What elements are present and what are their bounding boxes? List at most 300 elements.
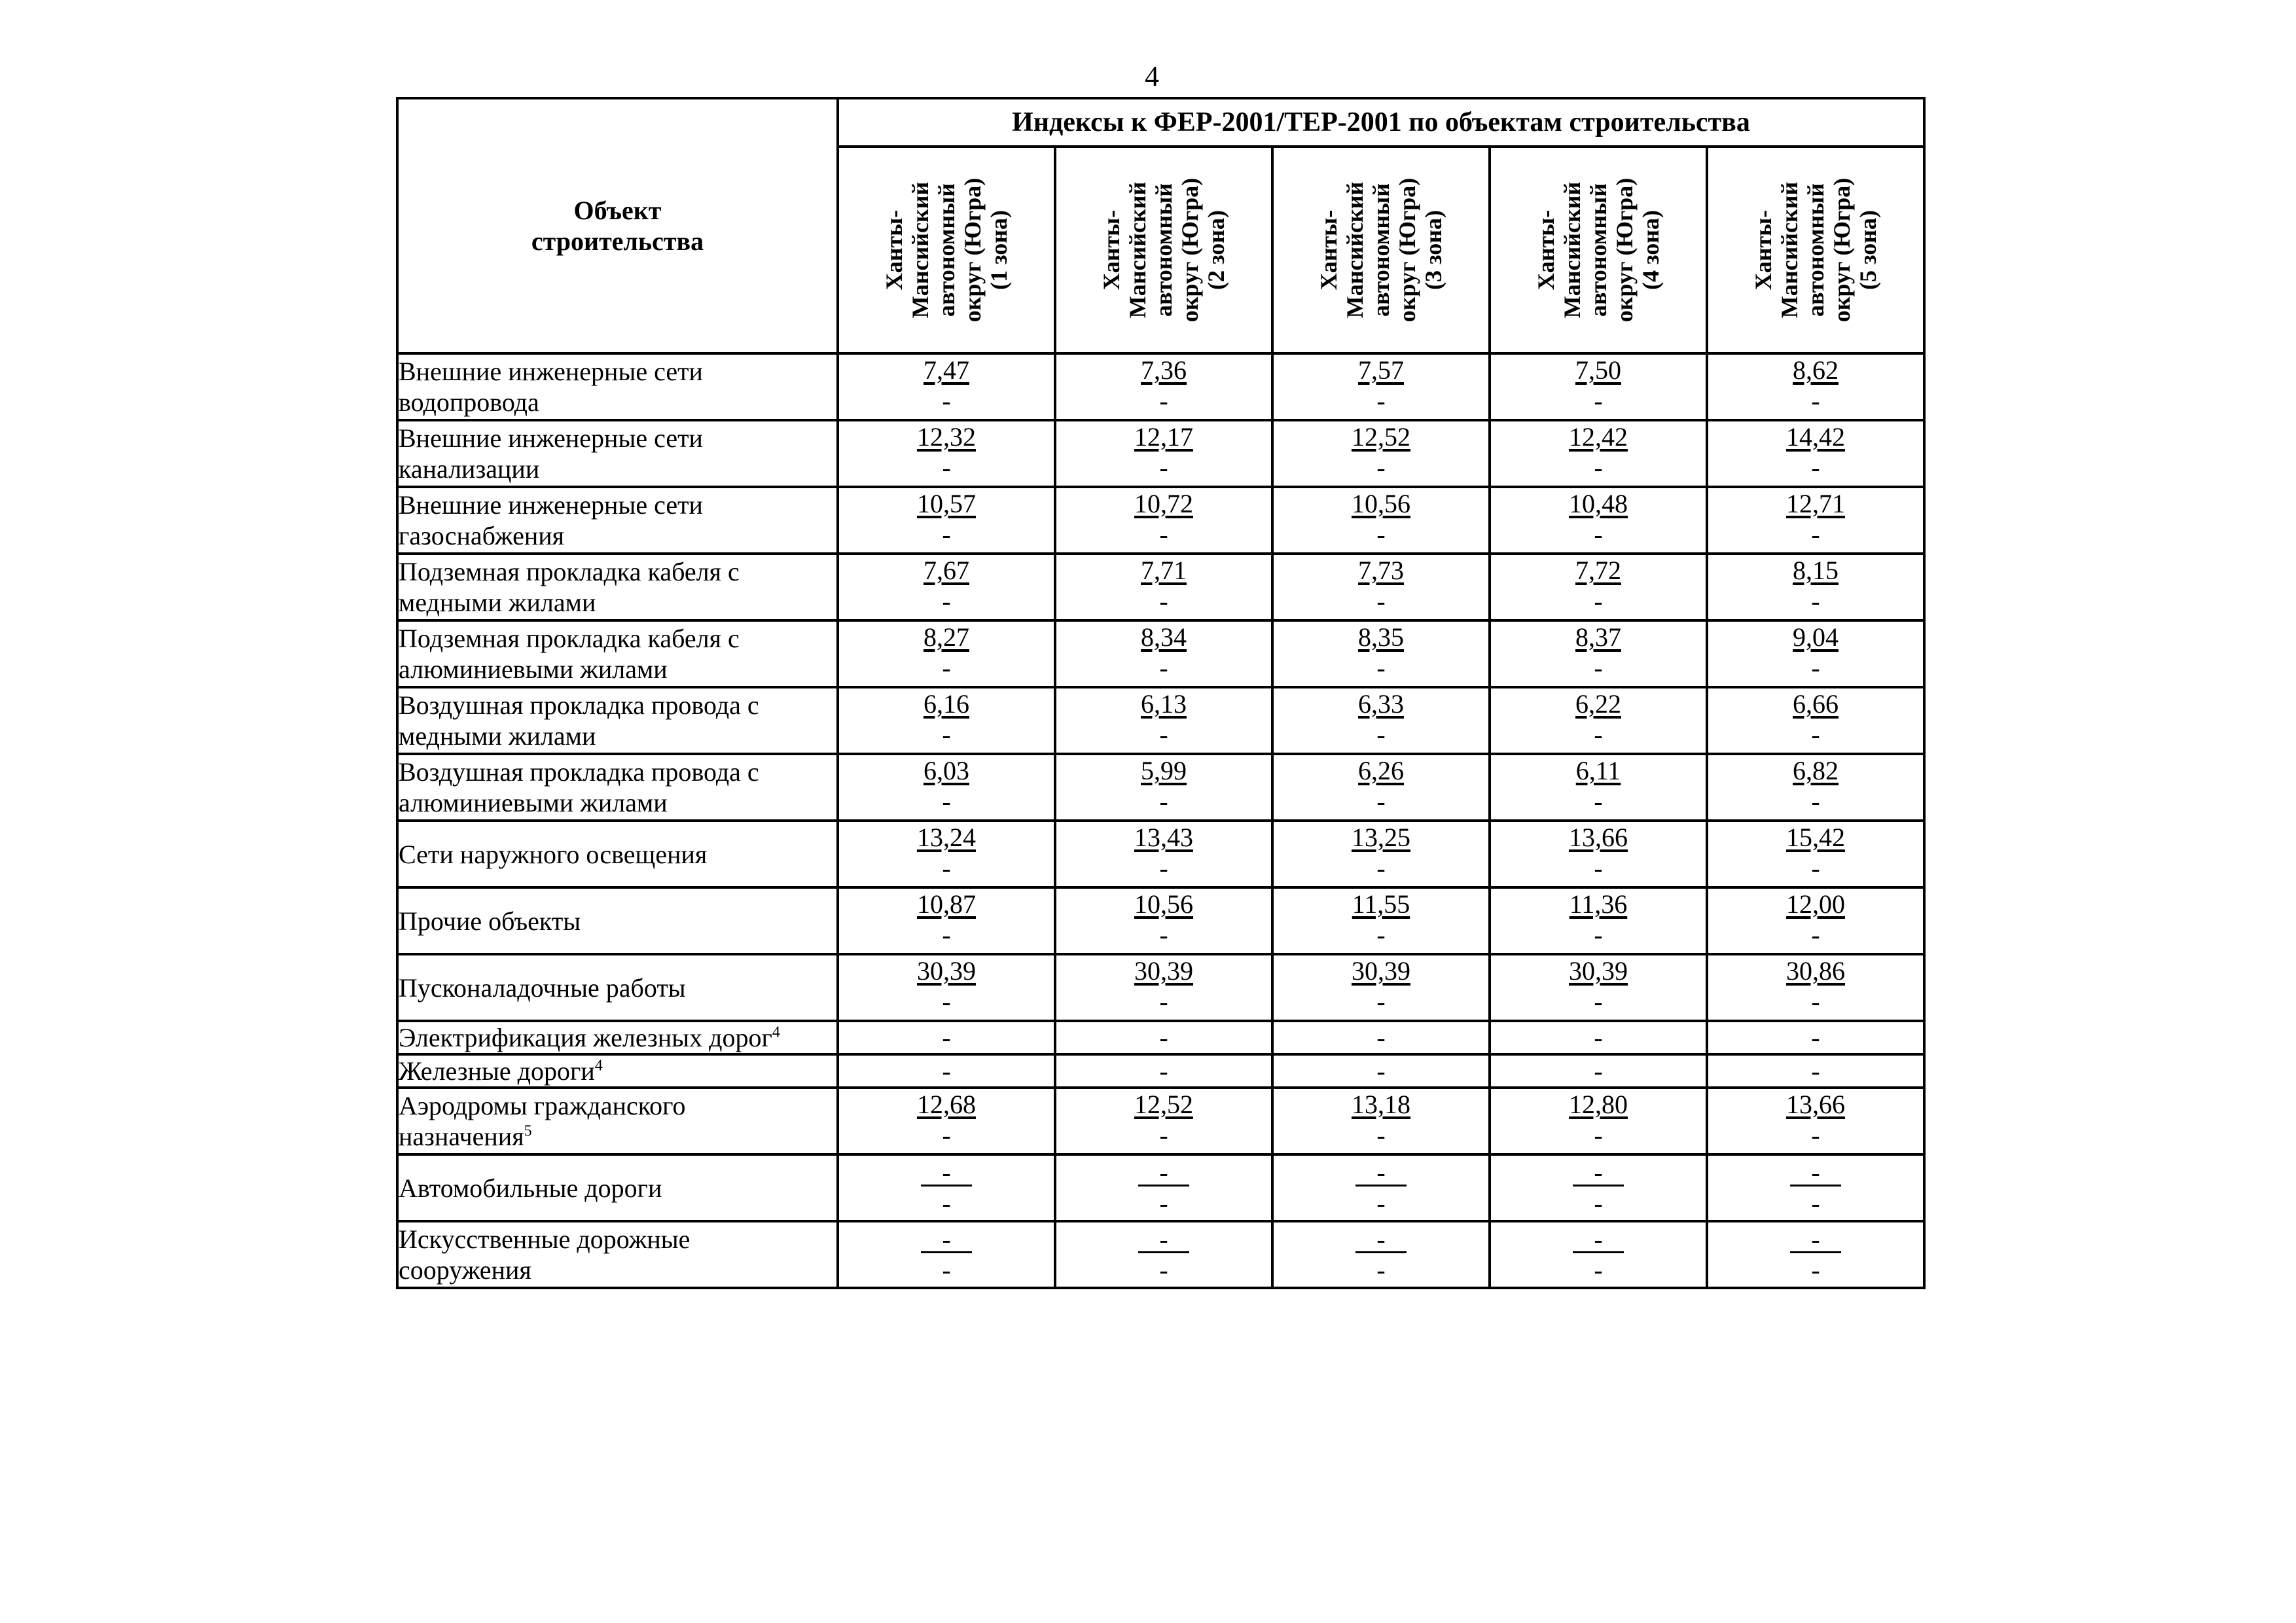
index-value-sub: -	[1594, 920, 1603, 950]
index-value-cell	[1272, 353, 1490, 420]
index-value-cell	[1490, 1054, 1707, 1088]
index-value-sub: -	[942, 920, 951, 950]
footnote-mark: 5	[524, 1122, 532, 1140]
index-value-sub: -	[1811, 720, 1820, 749]
index-value: 12,80	[1569, 1090, 1628, 1119]
index-value-cell	[1490, 420, 1707, 487]
index-value-cell	[1707, 954, 1924, 1021]
zone-header-5	[1707, 147, 1924, 353]
index-value-sub: -	[1811, 987, 1820, 1016]
index-value-cell	[1490, 487, 1707, 554]
zone-header-4	[1490, 147, 1707, 353]
index-value-cell	[1055, 1154, 1272, 1221]
index-value-cell	[1707, 420, 1924, 487]
index-value-sub: -	[942, 853, 951, 883]
zone-header-line: Ханты-	[1533, 209, 1559, 291]
index-value-sub: -	[942, 720, 951, 749]
object-column-header	[397, 98, 838, 353]
table-row	[397, 1021, 1924, 1054]
zone-header-line: Ханты-	[1316, 209, 1342, 291]
construction-index-table	[396, 97, 1926, 1289]
object-name-line	[399, 387, 836, 418]
index-value-cell	[1055, 887, 1272, 954]
index-value-sub: -	[1811, 586, 1820, 616]
index-value: 13,18	[1352, 1090, 1410, 1119]
object-name-line	[399, 787, 836, 818]
index-value-cell	[838, 954, 1055, 1021]
object-name-cell	[397, 1154, 838, 1221]
index-value: 10,72	[1134, 489, 1193, 518]
index-value: 8,62	[1793, 355, 1839, 385]
index-value-cell	[838, 687, 1055, 754]
index-value-sub: -	[942, 1255, 951, 1285]
index-value: -	[1355, 1222, 1407, 1253]
index-value-sub: -	[1594, 586, 1603, 616]
index-value: 30,39	[1352, 956, 1410, 986]
object-name-line	[399, 520, 836, 551]
index-value: 10,57	[917, 489, 976, 518]
index-value-cell	[1490, 1088, 1707, 1154]
index-value: 8,34	[1141, 622, 1187, 652]
object-name-line	[399, 556, 836, 587]
index-value-cell	[1055, 420, 1272, 487]
index-value-sub: -	[942, 653, 951, 683]
object-name-line	[399, 1224, 836, 1255]
index-value-sub: -	[1376, 453, 1386, 482]
object-name-text: Воздушная прокладка провода с	[399, 757, 759, 787]
index-value: 12,42	[1569, 422, 1628, 452]
index-value-sub: -	[1594, 520, 1603, 549]
index-value-cell	[1490, 821, 1707, 887]
index-value-sub: -	[1594, 987, 1603, 1016]
index-value: 10,87	[917, 889, 976, 919]
zone-header-text	[881, 155, 1012, 345]
footnote-mark: 4	[772, 1024, 780, 1041]
index-value-sub: -	[1159, 920, 1168, 950]
index-value: 7,73	[1358, 556, 1404, 585]
object-name-text: Аэродромы гражданского	[399, 1091, 686, 1120]
index-value: -	[1159, 1056, 1168, 1086]
object-name-line	[399, 587, 836, 618]
index-value-cell	[1707, 1154, 1924, 1221]
index-value-sub: -	[1159, 1120, 1168, 1150]
object-name-text: Сети наружного освещения	[399, 839, 708, 869]
index-value: 13,24	[917, 823, 976, 852]
index-value-cell	[1707, 353, 1924, 420]
index-value-cell	[1055, 487, 1272, 554]
index-value-sub: -	[942, 787, 951, 816]
index-value-sub: -	[1376, 787, 1386, 816]
index-value-cell	[1055, 620, 1272, 687]
index-value-sub: -	[1159, 987, 1168, 1016]
index-value: 12,17	[1134, 422, 1193, 452]
index-value: -	[921, 1222, 972, 1253]
table-row	[397, 554, 1924, 620]
index-value-cell	[1055, 1021, 1272, 1054]
index-value: 15,42	[1786, 823, 1846, 852]
object-header-line: строительства	[531, 226, 704, 256]
zone-header-text	[1316, 155, 1446, 345]
object-name-cell	[397, 554, 838, 620]
index-value-sub: -	[1376, 1120, 1386, 1150]
object-name-cell	[397, 1221, 838, 1288]
index-value-sub: -	[1159, 453, 1168, 482]
index-value-sub: -	[1376, 987, 1386, 1016]
index-value-sub: -	[1159, 787, 1168, 816]
index-value-sub: -	[1376, 1255, 1386, 1285]
object-name-line	[399, 972, 836, 1003]
index-value-cell	[1490, 1154, 1707, 1221]
index-value: 12,71	[1786, 489, 1846, 518]
object-name-line	[399, 839, 836, 870]
index-value: 30,39	[1134, 956, 1193, 986]
zone-header-line: округ (Югра)	[1394, 177, 1420, 323]
zone-header-text	[1750, 155, 1881, 345]
table-row	[397, 954, 1924, 1021]
index-value-cell	[1707, 687, 1924, 754]
index-value-cell	[1272, 1021, 1490, 1054]
object-header-line: Объект	[573, 196, 662, 225]
zone-header-line: автономный	[1368, 183, 1394, 317]
index-value: 7,72	[1575, 556, 1621, 585]
zone-header-line: автономный	[1585, 183, 1611, 317]
index-value-cell	[1272, 487, 1490, 554]
object-name-text: Искусственные дорожные	[399, 1224, 691, 1254]
index-value: 13,25	[1352, 823, 1410, 852]
index-value-sub: -	[1376, 853, 1386, 883]
object-name-line	[399, 1056, 836, 1086]
index-value: 13,66	[1569, 823, 1628, 852]
index-value-sub: -	[1811, 520, 1820, 549]
index-value-sub: -	[1159, 520, 1168, 549]
index-value: -	[1138, 1156, 1189, 1186]
index-value: -	[1594, 1023, 1603, 1052]
object-name-text: Подземная прокладка кабеля с	[399, 557, 740, 586]
index-value: 9,04	[1793, 622, 1839, 652]
index-value: 7,36	[1141, 355, 1187, 385]
zone-header-2	[1055, 147, 1272, 353]
index-value-cell	[1272, 620, 1490, 687]
index-value-cell	[838, 887, 1055, 954]
index-value: 30,39	[1569, 956, 1628, 986]
zone-header-line: автономный	[1803, 183, 1829, 317]
index-value-cell	[1707, 1221, 1924, 1288]
table-row	[397, 353, 1924, 420]
index-value: 10,48	[1569, 489, 1628, 518]
zone-header-line: Ханты-	[881, 209, 907, 291]
index-value-sub: -	[942, 987, 951, 1016]
object-name-text: Пусконаладочные работы	[399, 972, 686, 1003]
index-value: -	[1376, 1023, 1386, 1052]
index-value: 6,66	[1793, 689, 1839, 719]
index-value-sub: -	[1811, 453, 1820, 482]
index-value-sub: -	[1159, 386, 1168, 416]
zone-header-text	[1098, 155, 1229, 345]
index-value-cell	[1272, 954, 1490, 1021]
zone-header-line: Мансийский	[1559, 181, 1585, 319]
table-row	[397, 487, 1924, 554]
index-value-cell	[838, 1054, 1055, 1088]
index-value: 6,16	[924, 689, 969, 719]
index-value: 6,33	[1358, 689, 1404, 719]
index-value-sub: -	[942, 520, 951, 549]
index-value: -	[1594, 1056, 1603, 1086]
index-value: -	[1138, 1222, 1189, 1253]
index-value-cell	[1055, 1088, 1272, 1154]
object-name-text: сооружения	[399, 1255, 531, 1285]
index-value-sub: -	[1594, 1188, 1603, 1218]
index-value: 7,71	[1141, 556, 1187, 585]
index-value-sub: -	[1811, 386, 1820, 416]
index-value-cell	[1490, 754, 1707, 821]
index-value-cell	[1272, 687, 1490, 754]
index-value-sub: -	[1159, 586, 1168, 616]
index-value-cell	[838, 1221, 1055, 1288]
index-value-cell	[838, 353, 1055, 420]
object-name-line	[399, 1022, 836, 1053]
object-name-line	[399, 454, 836, 484]
index-value-sub: -	[1594, 1255, 1603, 1285]
object-name-cell	[397, 620, 838, 687]
index-value: -	[1811, 1023, 1820, 1052]
object-name-text: Прочие объекты	[399, 906, 581, 936]
index-value-sub: -	[1811, 653, 1820, 683]
index-value: -	[1159, 1023, 1168, 1052]
table-row	[397, 1221, 1924, 1288]
table-row	[397, 1088, 1924, 1154]
index-value: 7,67	[924, 556, 969, 585]
index-value-cell	[1272, 1154, 1490, 1221]
index-value-cell	[1490, 887, 1707, 954]
table-row	[397, 887, 1924, 954]
index-value: 12,52	[1352, 422, 1410, 452]
index-value-sub: -	[1594, 853, 1603, 883]
index-value-cell	[1272, 1088, 1490, 1154]
index-value-cell	[838, 1021, 1055, 1054]
index-value: 13,43	[1134, 823, 1193, 852]
index-value-sub: -	[1159, 1188, 1168, 1218]
index-value-sub: -	[1376, 720, 1386, 749]
index-value-cell	[1490, 954, 1707, 1021]
index-value: 7,57	[1358, 355, 1404, 385]
object-name-text: алюминиевыми жилами	[399, 788, 668, 817]
zone-header-line: округ (Югра)	[1829, 177, 1856, 323]
index-value: 14,42	[1786, 422, 1846, 452]
index-value-cell	[1055, 1054, 1272, 1088]
index-value: 11,55	[1352, 889, 1410, 919]
object-name-text: Внешние инженерные сети	[399, 423, 703, 453]
index-value: 10,56	[1134, 889, 1193, 919]
object-name-text: Железные дороги	[399, 1056, 595, 1086]
index-value-cell	[1055, 554, 1272, 620]
zone-header-line: Мансийский	[1776, 181, 1803, 319]
zone-header-line: Мансийский	[907, 181, 933, 319]
object-name-text: Воздушная прокладка провода с	[399, 690, 759, 720]
index-value-cell	[1707, 487, 1924, 554]
index-value-sub: -	[1159, 653, 1168, 683]
index-value-cell	[1272, 1221, 1490, 1288]
object-name-line	[399, 1255, 836, 1285]
object-name-text: алюминиевыми жилами	[399, 654, 668, 684]
object-name-line	[399, 906, 836, 936]
index-value-sub: -	[1594, 453, 1603, 482]
index-value-cell	[1272, 554, 1490, 620]
zone-header-line: Мансийский	[1124, 181, 1151, 319]
index-value-cell	[838, 620, 1055, 687]
object-name-cell	[397, 954, 838, 1021]
index-value: 6,22	[1575, 689, 1621, 719]
index-value-cell	[1707, 1088, 1924, 1154]
index-value-sub: -	[942, 386, 951, 416]
index-value-sub: -	[1376, 520, 1386, 549]
index-value-sub: -	[1376, 586, 1386, 616]
object-name-cell	[397, 353, 838, 420]
object-name-cell	[397, 754, 838, 821]
object-name-line	[399, 423, 836, 454]
index-value-cell	[1272, 887, 1490, 954]
index-value: 12,52	[1134, 1090, 1193, 1119]
object-name-text: медными жилами	[399, 721, 596, 751]
index-value-cell	[1272, 1054, 1490, 1088]
object-name-cell	[397, 420, 838, 487]
index-value: 6,26	[1358, 756, 1404, 785]
index-value-cell	[1055, 954, 1272, 1021]
zone-header-line: автономный	[1151, 183, 1177, 317]
index-value-sub: -	[942, 1120, 951, 1150]
index-value-cell	[838, 487, 1055, 554]
index-value-cell	[1707, 554, 1924, 620]
object-name-line	[399, 356, 836, 387]
index-value-sub: -	[1811, 787, 1820, 816]
object-name-cell	[397, 1088, 838, 1154]
index-value-cell	[1490, 620, 1707, 687]
index-value-cell	[1490, 554, 1707, 620]
index-value-cell	[838, 1154, 1055, 1221]
index-value-cell	[1055, 821, 1272, 887]
index-value-cell	[1707, 1021, 1924, 1054]
index-value-sub: -	[1376, 386, 1386, 416]
object-name-text: медными жилами	[399, 588, 596, 617]
index-value-sub: -	[1159, 720, 1168, 749]
object-name-text: канализации	[399, 454, 540, 484]
zone-header-text	[1533, 155, 1664, 345]
index-value-sub: -	[1376, 1188, 1386, 1218]
table-row	[397, 1054, 1924, 1088]
object-name-line	[399, 690, 836, 721]
index-value: 6,03	[924, 756, 969, 785]
index-value-sub: -	[942, 453, 951, 482]
zone-header-3	[1272, 147, 1490, 353]
index-value-cell	[1272, 754, 1490, 821]
index-value: -	[942, 1023, 951, 1052]
index-value: -	[1573, 1222, 1624, 1253]
index-value-cell	[838, 821, 1055, 887]
index-value: -	[1790, 1156, 1841, 1186]
index-value-cell	[1490, 1221, 1707, 1288]
object-name-cell	[397, 1021, 838, 1054]
index-value-sub: -	[1811, 1120, 1820, 1150]
zone-header-line: округ (Югра)	[1611, 177, 1638, 323]
index-value-cell	[1707, 620, 1924, 687]
table-row	[397, 754, 1924, 821]
index-value-sub: -	[942, 586, 951, 616]
index-value-cell	[838, 420, 1055, 487]
index-value-cell	[1707, 754, 1924, 821]
object-name-text: Электрификация железных дорог	[399, 1023, 772, 1052]
zone-header-line: Мансийский	[1342, 181, 1368, 319]
object-name-line	[399, 654, 836, 685]
object-name-cell	[397, 1054, 838, 1088]
index-value-cell	[1490, 353, 1707, 420]
object-name-line	[399, 623, 836, 654]
object-name-text: Внешние инженерные сети	[399, 357, 703, 386]
index-value-cell	[838, 554, 1055, 620]
table-row	[397, 821, 1924, 887]
table-row	[397, 620, 1924, 687]
object-name-cell	[397, 887, 838, 954]
index-value: -	[1790, 1222, 1841, 1253]
zone-header-line: (5 зона)	[1855, 210, 1882, 290]
index-value: -	[942, 1056, 951, 1086]
page-number: 4	[1145, 60, 1159, 92]
object-name-text: водопровода	[399, 387, 539, 417]
index-value: 8,27	[924, 622, 969, 652]
index-value: 10,56	[1352, 489, 1410, 518]
index-value: 6,13	[1141, 689, 1187, 719]
object-name-text: Автомобильные дороги	[399, 1173, 662, 1203]
index-value: 30,39	[917, 956, 976, 986]
index-value-cell	[1272, 420, 1490, 487]
index-value-sub: -	[1594, 787, 1603, 816]
index-value-sub: -	[1376, 920, 1386, 950]
object-name-line	[399, 757, 836, 787]
index-value-sub: -	[1811, 920, 1820, 950]
index-value: 30,86	[1786, 956, 1846, 986]
index-value-cell	[838, 1088, 1055, 1154]
object-name-line	[399, 1090, 836, 1121]
object-name-text: Подземная прокладка кабеля с	[399, 624, 740, 653]
index-value-sub: -	[1376, 653, 1386, 683]
index-value: -	[1355, 1156, 1407, 1186]
table-row	[397, 1154, 1924, 1221]
index-value-cell	[1055, 1221, 1272, 1288]
zone-header-1	[838, 147, 1055, 353]
object-name-line	[399, 490, 836, 520]
index-value-cell	[838, 754, 1055, 821]
index-value: -	[1573, 1156, 1624, 1186]
zone-header-line: Ханты-	[1750, 209, 1777, 291]
index-value: 8,15	[1793, 556, 1839, 585]
index-value-sub: -	[1594, 386, 1603, 416]
index-value-sub: -	[1594, 1120, 1603, 1150]
index-value-cell	[1490, 687, 1707, 754]
object-name-text: газоснабжения	[399, 521, 565, 550]
index-value: 6,11	[1575, 756, 1621, 785]
object-name-cell	[397, 487, 838, 554]
index-value-sub: -	[1594, 653, 1603, 683]
object-name-line	[399, 1173, 836, 1204]
index-value-cell	[1272, 821, 1490, 887]
table-row	[397, 687, 1924, 754]
index-value: 8,37	[1575, 622, 1621, 652]
object-name-text: Внешние инженерные сети	[399, 490, 703, 520]
object-name-cell	[397, 687, 838, 754]
index-value-sub: -	[1159, 1255, 1168, 1285]
index-value: 13,66	[1786, 1090, 1846, 1119]
zone-header-line: округ (Югра)	[960, 177, 986, 323]
zone-header-line: (3 зона)	[1420, 210, 1446, 290]
index-value-sub: -	[1811, 853, 1820, 883]
